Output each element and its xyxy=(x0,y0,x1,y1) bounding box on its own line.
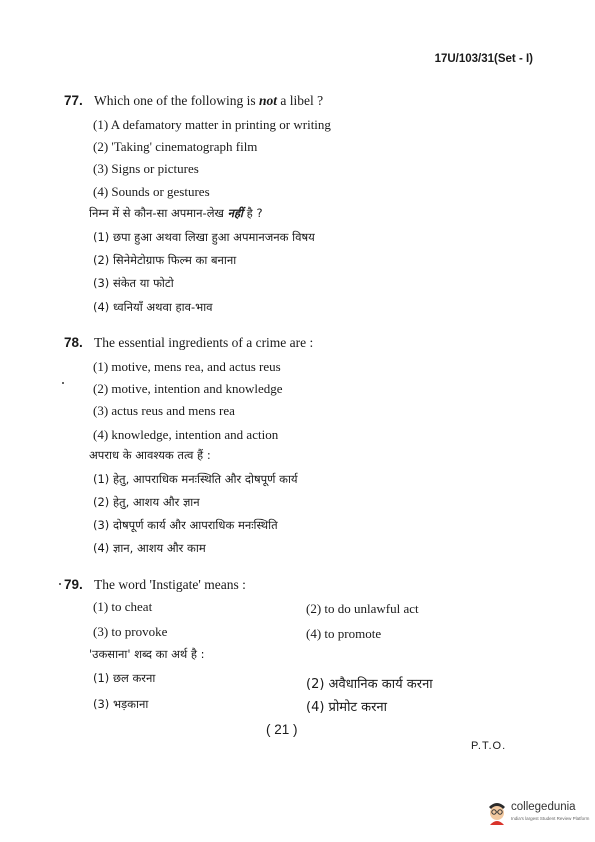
option-4: (4) Sounds or gestures xyxy=(93,184,210,199)
brand-name: collegedunia xyxy=(511,801,576,813)
hindi-question-text: निम्न में से कौन-सा अपमान-लेख नहीं है ? xyxy=(89,206,263,220)
hindi-option-4: (4) प्रोमोट करना xyxy=(306,700,388,715)
option-3: (3) actus reus and mens rea xyxy=(93,403,235,418)
option-3: (3) to provoke xyxy=(93,624,168,639)
collegedunia-watermark xyxy=(485,798,590,828)
hindi-option-3: (3) संकेत या फोटो xyxy=(93,276,174,290)
question-number: 77. xyxy=(64,93,83,108)
option-4: (4) to promote xyxy=(306,626,382,641)
hindi-option-1: (1) छपा हुआ अथवा लिखा हुआ अपमानजनक विषय xyxy=(93,230,315,244)
option-2: (2) to do unlawful act xyxy=(306,601,419,616)
hindi-option-3: (3) दोषपूर्ण कार्य और आपराधिक मनःस्थिति xyxy=(93,518,278,532)
option-1: (1) to cheat xyxy=(93,599,153,614)
hindi-question-text: अपराध के आवश्यक तत्व हैं : xyxy=(89,448,211,462)
brand-tagline: India's largest Student Review Platform xyxy=(511,816,590,821)
paper-code: 17U/103/31(Set - I) xyxy=(434,53,533,65)
pto-label: P.T.O. xyxy=(471,740,507,752)
hindi-option-1: (1) छल करना xyxy=(93,671,156,685)
option-1: (1) A defamatory matter in printing or writing xyxy=(93,117,331,132)
page-number: ( 21 ) xyxy=(266,722,298,737)
question-number: 79. xyxy=(64,577,83,592)
hindi-option-4: (4) ज्ञान, आशय और काम xyxy=(93,541,206,555)
option-1: (1) motive, mens rea, and actus reus xyxy=(93,359,281,374)
hindi-option-2: (2) सिनेमेटोग्राफ फिल्म का बनाना xyxy=(93,253,237,267)
hindi-question-text: 'उकसाना' शब्द का अर्थ है : xyxy=(89,647,205,661)
scan-mark xyxy=(62,382,64,384)
question-text: Which one of the following is not a libel ? xyxy=(94,93,324,108)
hindi-option-4: (4) ध्वनियाँ अथवा हाव-भाव xyxy=(93,300,213,314)
hindi-option-2: (2) अवैधानिक कार्य करना xyxy=(306,677,433,692)
scan-mark xyxy=(59,583,61,585)
hindi-option-1: (1) हेतु, आपराधिक मनःस्थिति और दोषपूर्ण कार्य xyxy=(93,472,298,486)
option-2: (2) motive, intention and knowledge xyxy=(93,381,283,396)
student-mascot-icon xyxy=(485,798,509,826)
question-number: 78. xyxy=(64,335,83,350)
question-text: The essential ingredients of a crime are : xyxy=(94,335,314,350)
question-text: The word 'Instigate' means : xyxy=(94,577,246,592)
option-3: (3) Signs or pictures xyxy=(93,161,199,176)
option-2: (2) 'Taking' cinematograph film xyxy=(93,139,258,154)
option-4: (4) knowledge, intention and action xyxy=(93,427,279,442)
hindi-option-2: (2) हेतु, आशय और ज्ञान xyxy=(93,495,200,509)
hindi-option-3: (3) भड़काना xyxy=(93,697,149,711)
